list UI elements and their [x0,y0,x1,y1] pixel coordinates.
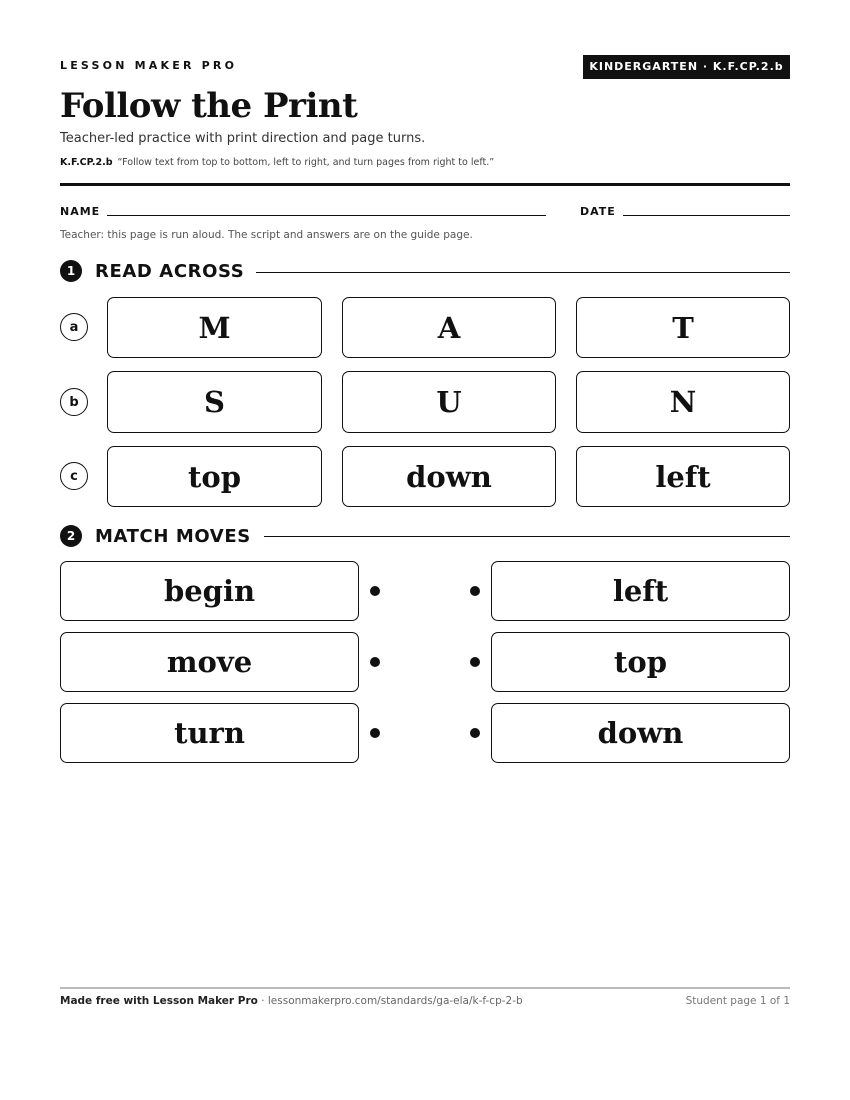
match-left-dot[interactable] [370,728,380,738]
match-right-card: left [491,561,790,621]
standard-line [60,157,494,168]
section-number: 1 [60,260,82,282]
footer-divider [60,987,790,989]
match-left-dot[interactable] [370,657,380,667]
letter-card: S [107,371,322,433]
section-divider [256,272,790,273]
match-right-dot[interactable] [470,657,480,667]
standard-text: “Follow text from top to bottom, left to right, and turn pages from right to left.” [117,157,495,168]
letter-card: T [576,297,790,358]
footer-page-number: Student page 1 of 1 [685,995,790,1007]
section-read-across-heading [60,259,244,283]
row-label-a: a [60,313,88,341]
row-label-c: c [60,462,88,490]
date-label: DATE [580,205,616,218]
header-divider [60,183,790,186]
teacher-note: Teacher: this page is run aloud. The script and answers are on the guide page. [60,229,473,241]
footer-credit [60,995,523,1007]
standard-code: K.F.CP.2.b [60,157,113,168]
section-title: READ ACROSS [95,260,245,282]
match-left-card: move [60,632,359,692]
match-right-card: top [491,632,790,692]
footer-made-with: Made free with Lesson Maker Pro [60,995,258,1007]
page-title: Follow the Print [60,86,358,126]
section-title: MATCH MOVES [95,525,251,547]
letter-card: M [107,297,322,358]
footer-separator: · [257,995,268,1007]
section-divider [264,536,790,537]
match-left-card: begin [60,561,359,621]
name-field[interactable] [107,215,546,216]
word-card: down [342,446,556,507]
brand-name: LESSON MAKER PRO [60,59,238,72]
match-right-dot[interactable] [470,586,480,596]
footer-url[interactable]: lessonmakerpro.com/standards/ga-ela/k-f-cp-2-b [267,995,523,1007]
match-right-dot[interactable] [470,728,480,738]
section-match-moves-heading [60,524,251,548]
name-label: NAME [60,205,101,218]
letter-card: N [576,371,790,433]
date-field[interactable] [623,215,790,216]
section-number: 2 [60,525,82,547]
page-subtitle: Teacher-led practice with print direction and page turns. [60,131,426,146]
word-card: top [107,446,322,507]
letter-card: A [342,297,556,358]
word-card: left [576,446,790,507]
grade-standard-badge: KINDERGARTEN · K.F.CP.2.b [583,55,790,79]
match-right-card: down [491,703,790,763]
row-label-b: b [60,388,88,416]
letter-card: U [342,371,556,433]
match-left-dot[interactable] [370,586,380,596]
match-left-card: turn [60,703,359,763]
